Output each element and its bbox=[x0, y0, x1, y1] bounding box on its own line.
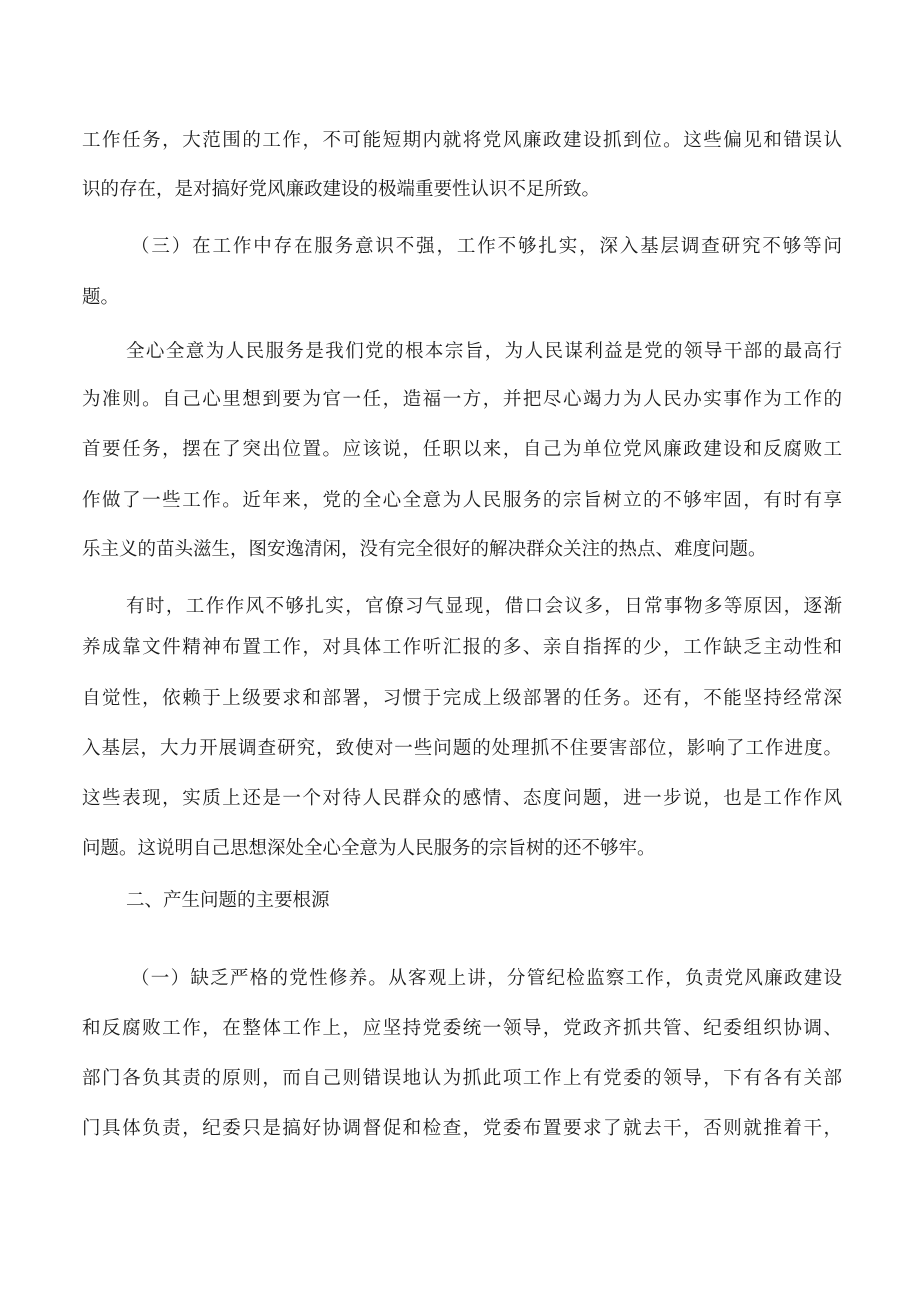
text-line: 首要任务，摆在了突出位置。应该说，任职以来，自己为单位党风廉政建设和反腐败工 bbox=[82, 439, 842, 460]
text-line: 门具体负责，纪委只是搞好协调督促和检查，党委布置要求了就去干，否则就推着干， bbox=[82, 1118, 842, 1139]
text-line: 问题。这说明自己思想深处全心全意为人民服务的宗旨树的还不够牢。 bbox=[82, 838, 656, 859]
paragraph-first-line: 全心全意为人民服务是我们党的根本宗旨，为人民谋利益是党的领导干部的最高行 bbox=[126, 341, 842, 362]
paragraph-first-line: （一）缺乏严格的党性修养。从客观上讲，分管纪检监察工作，负责党风廉政建设 bbox=[131, 968, 842, 989]
text-line: 入基层，大力开展调查研究，致使对一些问题的处理抓不住要害部位，影响了工作进度。 bbox=[82, 738, 842, 759]
text-line: 乐主义的苗头滋生，图安逸清闲，没有完全很好的解决群众关注的热点、难度问题。 bbox=[82, 539, 767, 560]
section-heading-3: （三）在工作中存在服务意识不强，工作不够扎实，深入基层调查研究不够等问 bbox=[131, 236, 842, 257]
text-line: 这些表现，实质上还是一个对待人民群众的感情、态度问题，进一步说，也是工作作风 bbox=[82, 788, 842, 809]
text-line: 自觉性，依赖于上级要求和部署，习惯于完成上级部署的任务。还有，不能坚持经常深 bbox=[82, 688, 842, 709]
text-line: 作做了一些工作。近年来，党的全心全意为人民服务的宗旨树立的不够牢固，有时有享 bbox=[82, 490, 842, 511]
text-line: 工作任务，大范围的工作，不可能短期内就将党风廉政建设抓到位。这些偏见和错误认 bbox=[82, 130, 842, 151]
section-heading-2: 二、产生问题的主要根源 bbox=[126, 890, 330, 911]
text-line: 和反腐败工作，在整体工作上，应坚持党委统一领导，党政齐抓共管、纪委组织协调、 bbox=[82, 1018, 842, 1039]
text-line: 识的存在，是对搞好党风廉政建设的极端重要性认识不足所致。 bbox=[82, 179, 601, 200]
text-line: 部门各负其责的原则，而自己则错误地认为抓此项工作上有党委的领导，下有各有关部 bbox=[82, 1068, 842, 1089]
text-line: 养成靠文件精神布置工作，对具体工作听汇报的多、亲自指挥的少，工作缺乏主动性和 bbox=[82, 637, 842, 658]
text-line: 为准则。自己心里想到要为官一任，造福一方，并把尽心竭力为人民办实事作为工作的 bbox=[82, 389, 842, 410]
text-line: 题。 bbox=[82, 287, 120, 308]
paragraph-first-line: 有时，工作作风不够扎实，官僚习气显现，借口会议多，日常事物多等原因，逐渐 bbox=[126, 596, 842, 617]
